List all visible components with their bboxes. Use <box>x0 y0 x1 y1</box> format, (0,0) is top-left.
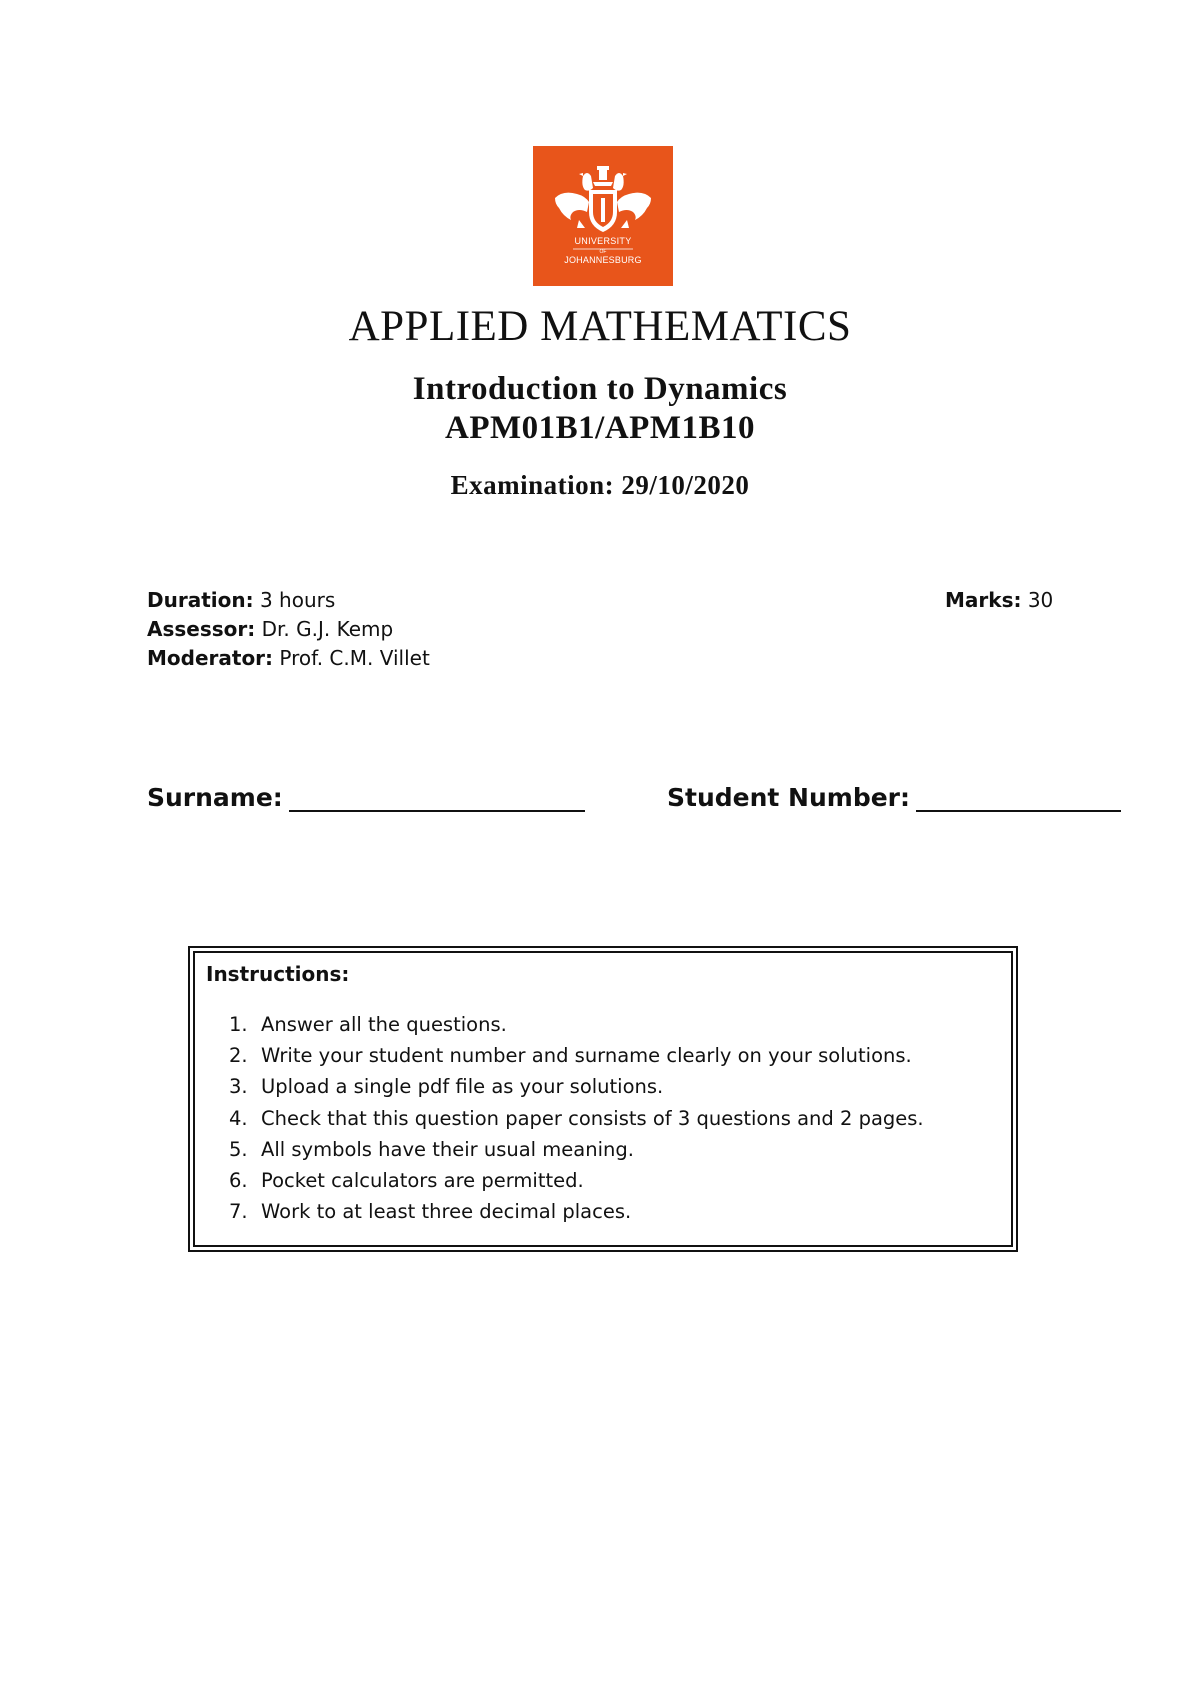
duration-value: 3 hours <box>259 588 336 612</box>
list-item <box>229 1138 924 1169</box>
list-item-text: Upload a single pdf file as your solutions. <box>261 1075 664 1099</box>
page-title: APPLIED MATHEMATICS <box>348 303 852 350</box>
assessor-value: Dr. G.J. Kemp <box>261 617 394 641</box>
crest-icon <box>533 146 673 286</box>
assessor-label: Assessor: <box>147 617 256 641</box>
instructions-box <box>188 946 1018 1252</box>
moderator-value: Prof. C.M. Villet <box>279 646 430 670</box>
logo-line-2: OF <box>599 249 607 255</box>
list-item-text: Check that this question paper consists of 3 questions and 2 pages. <box>261 1106 924 1130</box>
duration-label: Duration: <box>147 588 254 612</box>
list-item-number: 4. <box>229 1106 248 1130</box>
course-code: APM01B1/APM1B10 <box>445 410 755 446</box>
instructions-inner-frame <box>193 951 1013 1247</box>
list-item-text: Answer all the questions. <box>261 1013 507 1036</box>
list-item <box>229 1044 924 1075</box>
moderator-row <box>147 646 430 670</box>
list-item <box>229 1107 924 1138</box>
student-number-blank-line <box>916 784 1121 812</box>
student-number-label: Student Number: <box>667 783 911 812</box>
list-item-number: 1. <box>229 1013 248 1036</box>
instructions-title: Instructions: <box>206 962 350 986</box>
list-item-number: 6. <box>229 1168 248 1192</box>
marks-value: 30 <box>1027 588 1054 612</box>
list-item <box>229 1169 924 1200</box>
course-subtitle: Introduction to Dynamics <box>412 371 788 407</box>
surname-field <box>147 783 585 812</box>
moderator-label: Moderator: <box>147 646 274 670</box>
list-item <box>229 1013 924 1044</box>
exam-label: Examination: <box>450 470 615 500</box>
list-item <box>229 1075 924 1106</box>
list-item-number: 5. <box>229 1137 248 1161</box>
duration-row <box>147 588 335 612</box>
surname-label: Surname: <box>147 783 283 812</box>
surname-blank-line <box>289 784 585 812</box>
list-item-number: 2. <box>229 1044 248 1068</box>
list-item-number: 3. <box>229 1075 248 1099</box>
list-item-text: Pocket calculators are permitted. <box>261 1168 584 1192</box>
marks-label: Marks: <box>945 588 1022 612</box>
exam-date-line <box>0 470 1200 501</box>
instructions-list <box>229 1013 924 1231</box>
logo-line-1: UNIVERSITY <box>574 236 632 246</box>
list-item-text: Write your student number and surname clearly on your solutions. <box>261 1044 912 1068</box>
university-logo <box>533 146 673 286</box>
assessor-row <box>147 617 393 641</box>
list-item-number: 7. <box>229 1200 248 1224</box>
exam-date: 29/10/2020 <box>621 470 750 500</box>
marks-row <box>945 588 1053 612</box>
list-item-text: Work to at least three decimal places. <box>261 1200 632 1224</box>
logo-line-3: JOHANNESBURG <box>564 255 642 265</box>
list-item <box>229 1200 924 1231</box>
list-item-text: All symbols have their usual meaning. <box>261 1137 634 1161</box>
student-number-field <box>667 783 1121 812</box>
